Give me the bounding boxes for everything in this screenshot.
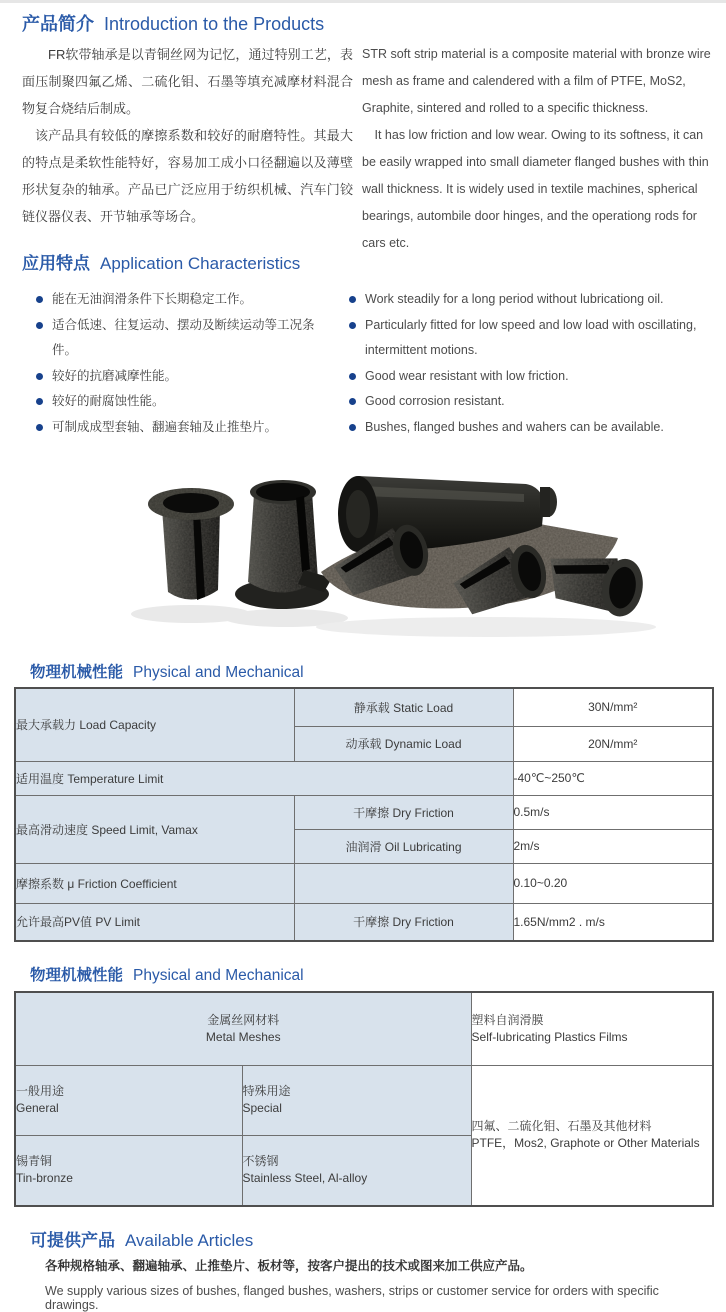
dry-friction-value: 0.5m/s bbox=[513, 795, 713, 829]
stainless-steel-en: Stainless Steel, Al-alloy bbox=[242, 1171, 368, 1186]
friction-coefficient-cell: 摩擦系数 μ Friction Coefficient bbox=[15, 863, 294, 903]
table-row bbox=[15, 795, 713, 829]
table-row bbox=[15, 688, 713, 726]
bullet-icon bbox=[36, 296, 43, 303]
intro-title-zh: 产品简介 bbox=[22, 14, 94, 34]
oil-lubricating-value: 2m/s bbox=[513, 829, 713, 863]
temperature-limit-cell: 适用温度 Temperature Limit bbox=[15, 761, 513, 795]
static-load-value: 30N/mm² bbox=[513, 688, 713, 726]
special-use-en: Special bbox=[242, 1101, 282, 1115]
flanged-bush-bottom bbox=[235, 480, 332, 609]
static-load-cell: 静承载 Static Load bbox=[294, 688, 513, 726]
intro-zh-paragraph-1: FR软带轴承是以青铜丝网为记忆，通过特别工艺，表面压制聚四氟乙烯、二硫化钼、石墨等填充减摩材料混合物复合烧结后制成。 bbox=[22, 47, 353, 116]
bullet-text: 适合低速、往复运动、摆动及断续运动等工况条件。 bbox=[52, 317, 315, 357]
film-materials-en: PTFE，Mos2, Graphote or Other Materials bbox=[471, 1136, 700, 1151]
bullet-text: 能在无油润滑条件下长期稳定工作。 bbox=[52, 292, 253, 306]
available-zh-line: 各种规格轴承、翻遍轴承、止推垫片、板材等，按客户提出的技术或图来加工供应产品。 bbox=[45, 1259, 533, 1273]
bullet-text: 较好的耐腐蚀性能。 bbox=[52, 394, 165, 408]
friction-coefficient-value: 0.10~0.20 bbox=[513, 863, 713, 903]
table-row bbox=[15, 761, 713, 795]
general-use-en: General bbox=[16, 1101, 59, 1115]
table-row bbox=[15, 1065, 713, 1135]
bullet-text: Bushes, flanged bushes and wahers can be available. bbox=[365, 419, 664, 434]
list-item bbox=[349, 415, 719, 441]
material-table-title bbox=[30, 963, 304, 985]
intro-section-title bbox=[22, 10, 324, 36]
physical-table-title-zh: 物理机械性能 bbox=[30, 664, 124, 681]
dynamic-load-value: 20N/mm² bbox=[513, 726, 713, 761]
dry-friction-cell: 干摩擦 Dry Friction bbox=[294, 795, 513, 829]
pv-limit-cell: 允许最高PV值 PV Limit bbox=[15, 903, 294, 941]
physical-table-title-en: Physical and Mechanical bbox=[133, 664, 304, 681]
flanged-bush-left bbox=[148, 488, 234, 600]
list-item bbox=[36, 415, 336, 441]
product-photo-bushes-and-strip bbox=[96, 442, 676, 652]
physical-table-title bbox=[30, 660, 304, 682]
metal-meshes-zh: 金属丝网材料 bbox=[207, 1012, 280, 1027]
intro-en-paragraph-1: STR soft strip material is a composite material with bronze wire mesh as frame and calendered with a film of PTFE, MoS2, Graphite, sintered and rolled to a specific thickness. bbox=[362, 47, 711, 115]
empty-cell bbox=[294, 863, 513, 903]
materials-table bbox=[14, 991, 714, 1207]
bullet-icon bbox=[36, 398, 43, 405]
oil-lubricating-cell: 油润滑 Oil Lubricating bbox=[294, 829, 513, 863]
plastics-films-header-cell bbox=[471, 992, 713, 1065]
bullet-icon bbox=[36, 322, 43, 329]
special-use-zh: 特殊用途 bbox=[242, 1084, 291, 1098]
pv-limit-value: 1.65N/mm2 . m/s bbox=[513, 903, 713, 941]
plastics-films-zh: 塑料自润滑膜 bbox=[471, 1012, 544, 1027]
material-table-title-zh: 物理机械性能 bbox=[30, 967, 124, 984]
temperature-limit-value: -40℃~250℃ bbox=[513, 761, 713, 795]
table-row bbox=[15, 992, 713, 1065]
metal-meshes-en: Metal Meshes bbox=[205, 1029, 281, 1044]
metal-meshes-header-cell bbox=[15, 992, 471, 1065]
general-use-cell bbox=[15, 1065, 242, 1135]
list-item bbox=[36, 389, 336, 415]
general-use-zh: 一般用途 bbox=[16, 1084, 65, 1098]
bullet-icon bbox=[349, 373, 356, 380]
stainless-steel-zh: 不锈钢 bbox=[242, 1154, 279, 1169]
list-item bbox=[349, 313, 719, 364]
pv-dry-friction-cell: 干摩擦 Dry Friction bbox=[294, 903, 513, 941]
bullet-text-continued: intermittent motions. bbox=[365, 343, 478, 357]
plastics-films-en: Self-lubricating Plastics Films bbox=[471, 1029, 628, 1044]
intro-english-column bbox=[362, 41, 714, 257]
tin-bronze-zh: 锡青铜 bbox=[16, 1154, 53, 1169]
bullet-text: 较好的抗磨减摩性能。 bbox=[52, 368, 178, 383]
bullet-text: Work steadily for a long period without lubricationg oil. bbox=[365, 292, 664, 306]
bullet-icon bbox=[349, 296, 356, 303]
list-item bbox=[36, 287, 336, 313]
intro-zh-paragraph-2: 该产品具有较低的摩擦系数和较好的耐磨特性。其最大的特点是柔软性能特好，容易加工成小口径翻遍以及薄壁形状复杂的轴承。产品已广泛应用于纺织机械、汽车门铰链仪器仪表、开节轴承等场合。 bbox=[22, 128, 353, 224]
tin-bronze-cell bbox=[15, 1135, 242, 1206]
available-title-zh: 可提供产品 bbox=[30, 1231, 115, 1250]
dynamic-load-cell: 动承载 Dynamic Load bbox=[294, 726, 513, 761]
film-materials-cell bbox=[471, 1065, 713, 1206]
application-section-title bbox=[22, 249, 300, 274]
bullet-text: Good wear resistant with low friction. bbox=[365, 368, 569, 383]
application-zh-bullet-list bbox=[36, 287, 336, 440]
bullet-text: Particularly fitted for low speed and low load with oscillating, bbox=[365, 317, 697, 332]
physical-mechanical-table bbox=[14, 687, 714, 942]
material-table-title-en: Physical and Mechanical bbox=[133, 967, 304, 984]
bullet-icon bbox=[349, 398, 356, 405]
bullet-icon bbox=[36, 373, 43, 380]
bullet-icon bbox=[36, 424, 43, 431]
application-en-bullet-list bbox=[349, 287, 719, 440]
application-title-en: Application Characteristics bbox=[100, 254, 301, 273]
intro-chinese-column bbox=[22, 41, 353, 230]
list-item bbox=[349, 389, 719, 415]
speed-limit-cell: 最高滑动速度 Speed Limit, Vamax bbox=[15, 795, 294, 863]
bullet-text: Good corrosion resistant. bbox=[365, 394, 505, 408]
list-item bbox=[36, 364, 336, 390]
bullet-icon bbox=[349, 322, 356, 329]
list-item bbox=[36, 313, 336, 364]
intro-title-en: Introduction to the Products bbox=[104, 14, 325, 34]
available-title-en: Available Articles bbox=[125, 1231, 254, 1250]
tin-bronze-en: Tin-bronze bbox=[16, 1171, 73, 1186]
list-item bbox=[349, 364, 719, 390]
available-en-line: We supply various sizes of bushes, flanged bushes, washers, strips or customer service for orders with specific drawings. bbox=[45, 1284, 659, 1312]
table-row bbox=[15, 863, 713, 903]
intro-en-paragraph-2: It has low friction and low wear. Owing to its softness, it can be easily wrapped into small diameter flanged bushes with thin wall thickness. It is widely used in textile machines, spherical bearings, autombile door hinges, and the operationg rods for cars etc. bbox=[362, 128, 709, 250]
load-capacity-cell: 最大承载力 Load Capacity bbox=[15, 688, 294, 761]
bullet-icon bbox=[349, 424, 356, 431]
table-row bbox=[15, 903, 713, 941]
stainless-steel-cell bbox=[242, 1135, 471, 1206]
special-use-cell bbox=[242, 1065, 471, 1135]
scan-edge-artifact bbox=[0, 0, 726, 3]
application-title-zh: 应用特点 bbox=[22, 254, 90, 273]
available-section-title bbox=[30, 1226, 253, 1251]
bullet-text: 可制成成型套轴、翻遍套轴及止推垫片。 bbox=[52, 419, 278, 434]
film-materials-zh: 四氟、二硫化钼、石墨及其他材料 bbox=[471, 1119, 652, 1134]
list-item bbox=[349, 287, 719, 313]
